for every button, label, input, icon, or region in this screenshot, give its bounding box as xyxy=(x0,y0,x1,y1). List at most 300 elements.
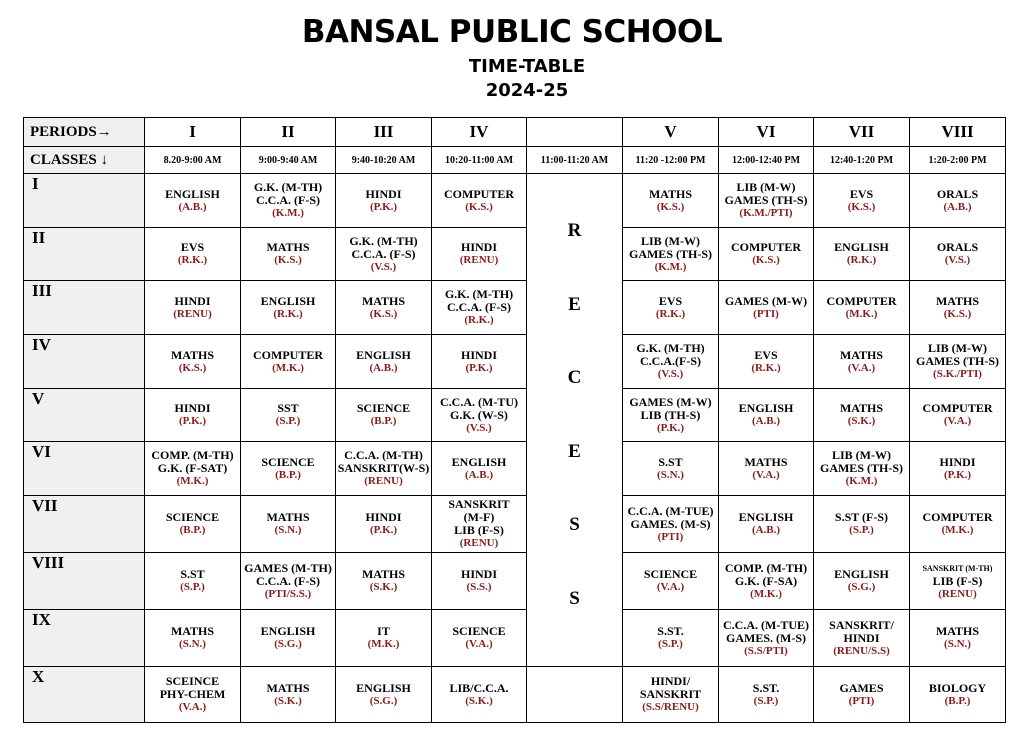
subject-text: COMPUTER xyxy=(826,293,897,308)
timetable-cell xyxy=(814,228,910,281)
teacher-text: (V.A.) xyxy=(178,701,207,713)
recess-empty-cell xyxy=(527,667,623,723)
teacher-text: (M.K.) xyxy=(367,638,400,650)
period-number: III xyxy=(336,118,432,147)
period-number: VIII xyxy=(910,118,1006,147)
teacher-text: (V.S.) xyxy=(370,260,397,273)
timetable-cell xyxy=(814,281,910,335)
teacher-text: (S.G.) xyxy=(847,581,876,593)
timetable-cell xyxy=(241,389,336,442)
subject-text: EVS xyxy=(658,293,683,308)
subject-text: ENGLISH xyxy=(451,454,507,469)
timetable-cell xyxy=(910,228,1006,281)
subject-text: MATHS xyxy=(266,680,310,695)
subject-text: HINDI xyxy=(174,401,211,415)
subject-text: GAMES (TH-S) xyxy=(628,246,712,261)
timetable-cell xyxy=(814,610,910,667)
subject-text: LIB (M-W) xyxy=(736,180,796,194)
recess-column xyxy=(527,174,623,667)
timetable-cell xyxy=(145,610,241,667)
subject-text: MATHS xyxy=(935,293,980,308)
teacher-text: (S.K.) xyxy=(847,415,876,427)
timetable-cell xyxy=(719,174,814,228)
subject-text: C.C.A. (M-TUE) xyxy=(627,503,714,518)
timetable-cell xyxy=(432,174,527,228)
teacher-text: (A.B.) xyxy=(464,468,494,481)
class-row xyxy=(24,553,1006,610)
timetable-cell xyxy=(145,553,241,610)
teacher-text: (RENU) xyxy=(459,254,499,266)
timetable-cell xyxy=(910,553,1006,610)
teacher-text: (B.P.) xyxy=(275,468,301,481)
recess-letter: S xyxy=(569,514,580,535)
teacher-text: (PTI) xyxy=(753,307,779,320)
teacher-text: (V.S.) xyxy=(466,421,492,434)
timetable-cell xyxy=(241,281,336,335)
subject-text: SCIENCE xyxy=(261,454,315,469)
teacher-text: (S.S/PTI) xyxy=(744,644,788,657)
periods-label: PERIODS→ xyxy=(24,118,145,147)
timetable-cell xyxy=(336,496,432,553)
class-row xyxy=(24,496,1006,553)
subject-text: SANSKRIT/ xyxy=(829,617,894,632)
subject-text: HINDI xyxy=(843,630,880,645)
school-name: BANSAL PUBLIC SCHOOL xyxy=(301,14,723,50)
teacher-text: (A.B.) xyxy=(751,524,781,536)
timetable-cell xyxy=(336,442,432,496)
timetable-cell xyxy=(814,174,910,228)
teacher-text: (R.K.) xyxy=(177,254,208,266)
subject-text: ENGLISH xyxy=(834,240,889,254)
timetable-cell xyxy=(145,174,241,228)
subject-text: G.K. (F-SA) xyxy=(734,573,798,588)
timetable-cell xyxy=(910,389,1006,442)
subject-text: ENGLISH xyxy=(834,567,889,581)
subject-text: C.C.A. (F-S) xyxy=(447,300,511,314)
teacher-text: (K.S.) xyxy=(943,307,972,320)
subject-text: COMPUTER xyxy=(731,240,801,254)
recess-letter: S xyxy=(569,587,580,609)
subject-text: MATHS xyxy=(170,624,215,638)
teacher-text: (S.P.) xyxy=(849,524,874,536)
timetable-cell xyxy=(623,553,719,610)
teacher-text: (A.B.) xyxy=(178,200,207,213)
timetable-cell xyxy=(623,667,719,723)
period-time: 12:00-12:40 PM xyxy=(719,147,814,174)
class-name: VII xyxy=(24,496,145,553)
period-time: 9:00-9:40 AM xyxy=(241,147,336,174)
timetable-cell xyxy=(623,335,719,389)
class-row xyxy=(24,442,1006,496)
subject-text: GAMES xyxy=(839,680,884,695)
period-number: VII xyxy=(814,118,910,147)
subject-text: MATHS xyxy=(170,347,215,362)
period-number: IV xyxy=(432,118,527,147)
subject-text: MATHS xyxy=(839,347,884,362)
teacher-text: (P.K.) xyxy=(656,421,685,434)
timetable-cell xyxy=(623,442,719,496)
teacher-text: (PTI/S.S.) xyxy=(264,587,312,600)
timetable-cell xyxy=(241,335,336,389)
teacher-text: (M.K.) xyxy=(272,361,304,374)
timetable-cell xyxy=(623,610,719,667)
teacher-text: (S.G.) xyxy=(274,638,302,650)
timetable-cell xyxy=(432,228,527,281)
teacher-text: (K.S.) xyxy=(465,200,493,213)
subject-text: SANSKRIT(W-S) xyxy=(337,461,430,475)
period-time: 1:20-2:00 PM xyxy=(910,147,1006,174)
teacher-text: (S.K.) xyxy=(465,694,493,707)
timetable-cell xyxy=(241,442,336,496)
subject-text: ENGLISH xyxy=(738,510,794,524)
teacher-text: (R.K.) xyxy=(273,307,303,320)
subject-text: SCIENCE xyxy=(643,567,698,581)
teacher-text: (V.S.) xyxy=(657,368,684,380)
timetable-cell xyxy=(910,335,1006,389)
teacher-text: (K.M.) xyxy=(654,260,687,273)
timetable-cell xyxy=(432,553,527,610)
class-name: I xyxy=(24,174,145,228)
timetable-cell xyxy=(336,667,432,723)
period-time: 8.20-9:00 AM xyxy=(145,147,241,174)
subject-text: EVS xyxy=(754,347,778,362)
teacher-text: (M.K.) xyxy=(845,307,878,320)
timetable-cell xyxy=(814,389,910,442)
timetable-cell xyxy=(241,174,336,228)
teacher-text: (V.A.) xyxy=(656,581,685,593)
teacher-text: (P.K.) xyxy=(943,468,972,481)
teacher-text: (S.S.) xyxy=(466,581,492,593)
subject-text: COMPUTER xyxy=(922,401,993,415)
class-name: IV xyxy=(24,335,145,389)
subject-text: S.ST. xyxy=(657,624,684,638)
timetable-cell xyxy=(336,335,432,389)
class-row xyxy=(24,667,1006,723)
subject-text: GAMES (TH-S) xyxy=(819,461,903,475)
subject-text: C.C.A. (F-S) xyxy=(256,193,320,207)
subject-text: COMP. (M-TH) xyxy=(151,448,234,462)
subject-text: MATHS xyxy=(744,454,788,469)
teacher-text: (S.P.) xyxy=(180,581,205,593)
subject-text: (M-F) xyxy=(463,510,495,524)
teacher-text: (K.M./PTI) xyxy=(739,207,793,219)
subject-text: ENGLISH xyxy=(260,624,316,638)
timetable-cell xyxy=(336,174,432,228)
classes-label: CLASSES ↓ xyxy=(24,147,145,174)
period-number: II xyxy=(241,118,336,147)
subject-text: LIB (F-S) xyxy=(454,523,504,537)
teacher-text: (A.B.) xyxy=(751,415,781,427)
teacher-text: (K.S.) xyxy=(178,361,207,374)
timetable-cell xyxy=(145,281,241,335)
timetable-cell xyxy=(719,667,814,723)
recess-letter: C xyxy=(567,367,582,388)
subject-text: HINDI xyxy=(365,186,402,201)
subject-text: G.K. (M-TH) xyxy=(636,341,705,355)
class-name: III xyxy=(24,281,145,335)
subject-text: HINDI xyxy=(460,567,497,581)
subject-text: G.K. (M-TH) xyxy=(253,180,323,194)
teacher-text: (P.K.) xyxy=(178,415,207,427)
timetable-cell xyxy=(145,335,241,389)
timetable-cell xyxy=(241,228,336,281)
period-number: VI xyxy=(719,118,814,147)
timetable-cell xyxy=(719,553,814,610)
class-name: X xyxy=(24,667,145,723)
timetable-cell xyxy=(432,496,527,553)
subject-text: S.ST xyxy=(180,567,205,581)
subject-text: MATHS xyxy=(361,293,406,308)
teacher-text: (P.K.) xyxy=(369,200,398,213)
subject-text: COMPUTER xyxy=(444,186,514,201)
subject-text: ORALS xyxy=(936,240,979,254)
subject-text: HINDI/ xyxy=(650,674,691,688)
subject-text: COMPUTER xyxy=(253,347,323,362)
class-row xyxy=(24,174,1006,228)
timetable-cell xyxy=(719,389,814,442)
subject-text: C.C.A. (F-S) xyxy=(351,246,416,261)
subject-text: EVS xyxy=(849,186,874,201)
teacher-text: (A.B.) xyxy=(369,361,398,374)
teacher-text: (B.P.) xyxy=(370,415,397,427)
timetable-cell xyxy=(623,281,719,335)
teacher-text: (RENU) xyxy=(938,587,977,600)
teacher-text: (P.K.) xyxy=(369,524,398,536)
class-name: VI xyxy=(24,442,145,496)
timetable-cell xyxy=(910,496,1006,553)
subject-text: MATHS xyxy=(935,624,980,638)
teacher-text: (M.K.) xyxy=(941,524,974,536)
teacher-text: (K.S.) xyxy=(752,254,780,266)
subject-text: ENGLISH xyxy=(738,401,794,415)
period-time: 12:40-1:20 PM xyxy=(814,147,910,174)
timetable-cell xyxy=(145,228,241,281)
teacher-text: (R.K.) xyxy=(751,361,781,374)
period-number: I xyxy=(145,118,241,147)
timetable-cell xyxy=(241,667,336,723)
teacher-text: (S.N.) xyxy=(274,524,302,536)
periods-row xyxy=(24,118,1006,147)
subject-text: G.K. (M-TH) xyxy=(444,287,514,301)
subject-text: C.C.A. (F-S) xyxy=(256,573,320,588)
teacher-text: (K.S.) xyxy=(274,254,302,266)
timetable-cell xyxy=(432,610,527,667)
subject-text: GAMES. (M-S) xyxy=(726,630,806,645)
subject-text: COMPUTER xyxy=(922,510,993,524)
subject-text: SCIENCE xyxy=(452,624,506,638)
timetable-cell xyxy=(719,610,814,667)
timetable-cell xyxy=(241,496,336,553)
timetable-cell xyxy=(814,496,910,553)
subject-text: ENGLISH xyxy=(356,347,411,362)
academic-year: 2024-25 xyxy=(485,80,569,101)
subject-text: EVS xyxy=(180,240,205,254)
teacher-text: (V.A.) xyxy=(465,638,493,650)
timetable-cell xyxy=(241,553,336,610)
teacher-text: (R.K.) xyxy=(846,254,877,266)
timetable-cell xyxy=(432,442,527,496)
subject-text: MATHS xyxy=(266,510,310,524)
timetable xyxy=(23,117,1006,723)
subject-text: LIB (M-W) xyxy=(928,341,987,355)
subject-text: MATHS xyxy=(839,401,884,415)
subject-text: LIB (M-W) xyxy=(832,448,891,462)
subject-text: GAMES (TH-S) xyxy=(724,193,808,207)
teacher-text: (S.G.) xyxy=(369,694,398,707)
timings-row xyxy=(24,147,1006,174)
class-name: IX xyxy=(24,610,145,667)
subject-text: LIB/C.C.A. xyxy=(449,680,509,695)
subject-text: ENGLISH xyxy=(260,293,316,308)
subject-text: LIB (TH-S) xyxy=(640,407,701,422)
timetable-cell xyxy=(623,174,719,228)
timetable-cell xyxy=(241,610,336,667)
class-name: II xyxy=(24,228,145,281)
period-time: 9:40-10:20 AM xyxy=(336,147,432,174)
timetable-cell xyxy=(719,442,814,496)
teacher-text: (M.K.) xyxy=(750,587,782,600)
timetable-cell xyxy=(432,667,527,723)
subject-text: HINDI xyxy=(365,510,402,524)
timetable-cell xyxy=(623,389,719,442)
timetable-cell xyxy=(432,281,527,335)
teacher-text: (K.S.) xyxy=(656,200,685,213)
subject-text: ENGLISH xyxy=(356,680,411,695)
subject-text: GAMES (M-W) xyxy=(629,394,712,409)
timetable-cell xyxy=(719,496,814,553)
subject-text: HINDI xyxy=(460,347,497,362)
subject-text: C.C.A.(F-S) xyxy=(640,354,701,368)
class-row xyxy=(24,389,1006,442)
teacher-text: (S.S/RENU) xyxy=(642,701,699,713)
document-title: TIME-TABLE xyxy=(468,56,586,77)
teacher-text: (M.K.) xyxy=(176,475,209,487)
period-number: V xyxy=(623,118,719,147)
subject-text: LIB (M-W) xyxy=(641,233,700,248)
subject-text: C.C.A. (M-TUE) xyxy=(723,617,809,632)
class-row xyxy=(24,228,1006,281)
teacher-text: (S.N.) xyxy=(657,468,684,481)
subject-text: IT xyxy=(377,624,390,638)
subject-text: SANSKRIT xyxy=(639,687,702,701)
teacher-text: (RENU/S.S) xyxy=(833,644,890,657)
subject-text: GAMES (TH-S) xyxy=(915,354,999,368)
subject-text: MATHS xyxy=(648,186,693,201)
subject-text: SANSKRIT (M-TH) xyxy=(922,563,993,573)
recess-letter: R xyxy=(567,220,582,241)
subject-text: G.K. (W-S) xyxy=(450,407,508,422)
subject-text: LIB (F-S) xyxy=(932,573,983,588)
teacher-text: (S.N.) xyxy=(944,638,971,650)
teacher-text: (R.K.) xyxy=(655,307,686,320)
timetable-cell xyxy=(145,667,241,723)
teacher-text: (V.A.) xyxy=(752,468,780,481)
subject-text: SCEINCE xyxy=(165,674,220,688)
recess-time: 11:00-11:20 AM xyxy=(527,147,623,174)
subject-text: COMP. (M-TH) xyxy=(724,560,808,575)
teacher-text: (K.S.) xyxy=(847,200,876,213)
teacher-text: (K.M.) xyxy=(272,207,304,219)
timetable-cell xyxy=(910,610,1006,667)
timetable-cell xyxy=(336,553,432,610)
subject-text: MATHS xyxy=(361,567,406,581)
timetable-cell xyxy=(910,174,1006,228)
teacher-text: (S.N.) xyxy=(179,638,206,650)
teacher-text: (S.K.) xyxy=(369,581,398,593)
class-row xyxy=(24,335,1006,389)
timetable-cell xyxy=(910,281,1006,335)
timetable-cell xyxy=(336,610,432,667)
timetable-cell xyxy=(814,667,910,723)
teacher-text: (PTI) xyxy=(848,694,875,707)
timetable-cell xyxy=(814,442,910,496)
timetable-cell xyxy=(719,228,814,281)
timetable-cell xyxy=(336,228,432,281)
teacher-text: (S.P.) xyxy=(275,415,301,427)
teacher-text: (PTI) xyxy=(657,530,684,543)
subject-text: GAMES (M-TH) xyxy=(244,560,332,575)
timetable-cell xyxy=(814,335,910,389)
subject-text: C.C.A. (M-TU) xyxy=(440,394,518,409)
recess-letter: E xyxy=(568,293,581,315)
subject-text: G.K. (F-SAT) xyxy=(157,461,228,475)
teacher-text: (P.K.) xyxy=(465,361,493,374)
subject-text: GAMES (M-W) xyxy=(724,293,808,308)
subject-text: HINDI xyxy=(174,293,211,308)
teacher-text: (B.P.) xyxy=(944,694,971,707)
timetable-cell xyxy=(145,496,241,553)
subject-text: S.ST (F-S) xyxy=(834,510,889,524)
timetable-cell xyxy=(719,281,814,335)
teacher-text: (S.K./PTI) xyxy=(933,368,982,380)
teacher-text: (V.S.) xyxy=(944,254,971,266)
timetable-cell xyxy=(145,442,241,496)
teacher-text: (S.P.) xyxy=(658,638,683,650)
teacher-text: (RENU) xyxy=(459,537,499,549)
teacher-text: (B.P.) xyxy=(179,524,206,536)
teacher-text: (RENU) xyxy=(364,475,403,487)
timetable-cell xyxy=(910,442,1006,496)
timetable-cell xyxy=(719,335,814,389)
subject-text: ORALS xyxy=(936,186,979,201)
subject-text: S.ST. xyxy=(752,680,780,695)
subject-text: PHY-CHEM xyxy=(159,687,226,701)
teacher-text: (V.A.) xyxy=(847,361,876,374)
subject-text: HINDI xyxy=(939,454,976,469)
timetable-cell xyxy=(623,228,719,281)
subject-text: GAMES. (M-S) xyxy=(630,516,711,531)
timetable-cell xyxy=(145,389,241,442)
subject-text: S.ST xyxy=(658,454,683,469)
subject-text: BIOLOGY xyxy=(928,680,987,695)
recess-period-number xyxy=(527,118,623,147)
class-row xyxy=(24,281,1006,335)
subject-text: SANSKRIT xyxy=(448,497,510,511)
timetable-cell xyxy=(432,389,527,442)
timetable-cell xyxy=(432,335,527,389)
period-time: 11:20 -12:00 PM xyxy=(623,147,719,174)
timetable-cell xyxy=(336,389,432,442)
teacher-text: (V.A.) xyxy=(943,415,972,427)
teacher-text: (RENU) xyxy=(173,307,212,320)
teacher-text: (S.P.) xyxy=(753,694,779,707)
subject-text: G.K. (M-TH) xyxy=(349,233,418,248)
period-time: 10:20-11:00 AM xyxy=(432,147,527,174)
timetable-cell xyxy=(336,281,432,335)
subject-text: MATHS xyxy=(266,240,310,254)
class-name: VIII xyxy=(24,553,145,610)
teacher-text: (S.K.) xyxy=(274,694,302,707)
